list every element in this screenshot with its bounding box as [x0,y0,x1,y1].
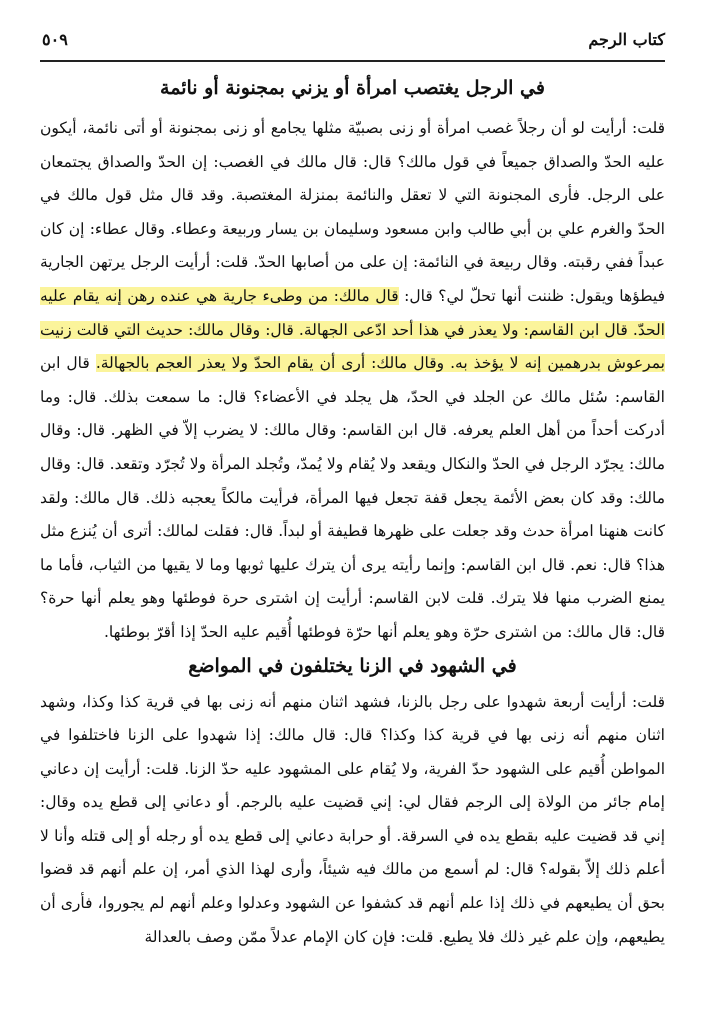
section-title-rape: في الرجل يغتصب امرأة أو يزني بمجنونة أو نائمة [160,77,545,99]
paragraph-text: قلت: أرأيت أربعة شهدوا على رجل بالزنا، فشهد اثنان منهم أنه زنى بها في قرية كذا وكذا، وشهد اثنان منهم أنه زنى بها في قرية كذا وكذا؟ قال: قال مالك: إذا شهدوا على الزنا فاختلفوا في المواطن أُقيم على الشهود حدّ الفرية، ولا يُقام على المشهود عليه حدّ الزنا. قلت: أرأيت إن دعاني إمام جائر من الولاة إلى الرجم فقال لي: إني قضيت عليه بالرجم. أو دعاني إلى قطع يده وقال: إني قد قضيت عليه بقطع يده في السرقة. أو حرابة دعاني إلى قطع يده أو رجله أو إلى قتله وأنا لا أعلم ذلك إلاّ بقوله؟ قال: لم أسمع من مالك فيه شيئاً، وأرى لهذا الذي أمر، إن علم أنهم قد قضوا بحق أن يطيعهم في ذلك إذا علم أنهم قد كشفوا عن الشهود وعدلوا وعلم أنهم لم يجوروا، فأرى أن يطيعهم، وإن علم غير ذلك فلا يطيع. قلت: فإن كان الإمام عدلاً ممّن وصف بالعدالة [40,692,665,946]
book-page [40,26,665,1016]
section-title-witnesses: في الشهود في الزنا يختلفون في المواضع [188,654,517,677]
section1-paragraph [40,112,665,650]
paragraph-text: قلت: أرأيت لو أن رجلاً غصب امرأة أو زنى بصبيّة مثلها يجامع أو زنى بمجنونة أو أتى نائمة، أيكون عليه الحدّ والصداق جميعاً في قول مالك؟ قال: قال مالك في الغصب: إن الحدّ والصداق يجتمعان على الرجل. فأرى المجنونة التي لا تعقل والنائمة بمنزلة المغتصبة. وقد قال مثل قول مالك في الحدّ والغرم علي بن أبي طالب وابن مسعود وسليمان بن يسار وربيعة وعطاء. وقال عطاء: إن كان عبداً ففي رقبته. وقال ربيعة في النائمة: إن على من أصابها الحدّ. قلت: أرأيت الرجل يرتهن الجارية فيطؤها ويقول: ظننت أنها تحلّ لي؟ قال: [40,119,665,305]
paragraph-text: قال ابن القاسم: سُئل مالك عن الجلد في الحدّ، هل يجلد في الأعضاء؟ قال: ما سمعت بذلك. قال: وما أدركت أحداً من أهل العلم يعرفه. قال ابن القاسم: وقال مالك: لا يضرب إلاّ في الظهر. قال: وقال مالك: يجرّد الرجل في الحدّ والنكال ويقعد ولا يُقام ولا يُمدّ، وتُجلد المرأة ولا تُجرّد وتقعد. قال: وقال مالك: وقد كان بعض الأئمة يجعل قفة تجعل فيها المرأة، فرأيت مالكاً يعجبه ذلك. قال مالك: ولقد كانت هنهنا امرأة حدث وقد جعلت على ظهرها قطيفة أو لبداً. قال: فقلت لمالك: أترى أن يُنزع مثل هذا؟ قال: نعم. قال ابن القاسم: وإنما رأيته يرى أن يترك عليها ثوبها وما لا يقيها من الثياب، فأما ما يمنع الضرب منها فلا يترك. قلت لابن القاسم: أرأيت إن اشترى حرة فوطئها وهو يعلم أنها حرة؟ قال: قال مالك: من اشترى حرّة وهو يعلم أنها حرّة فوطئها أُقيم عليه الحدّ إذا أقرّ بوطئها. [40,354,665,641]
book-title: كتاب الرجم [588,30,665,49]
section2-paragraph [40,686,665,955]
highlighted-passage: قال مالك: من وطىء جارية هي عنده رهن إنه يقام عليه الحدّ. قال ابن القاسم: ولا يعذر في هذا أحد ادّعى الجهالة. قال: وقال مالك: حديث التي قالت زنيت بمرعوش بدرهمين إنه لا يؤخذ به. وقال مالك: أرى أن يقام الحدّ ولا يعذر العجم بالجهالة. [40,286,665,373]
running-header [40,26,665,62]
page-number: ٥٠٩ [42,30,68,49]
